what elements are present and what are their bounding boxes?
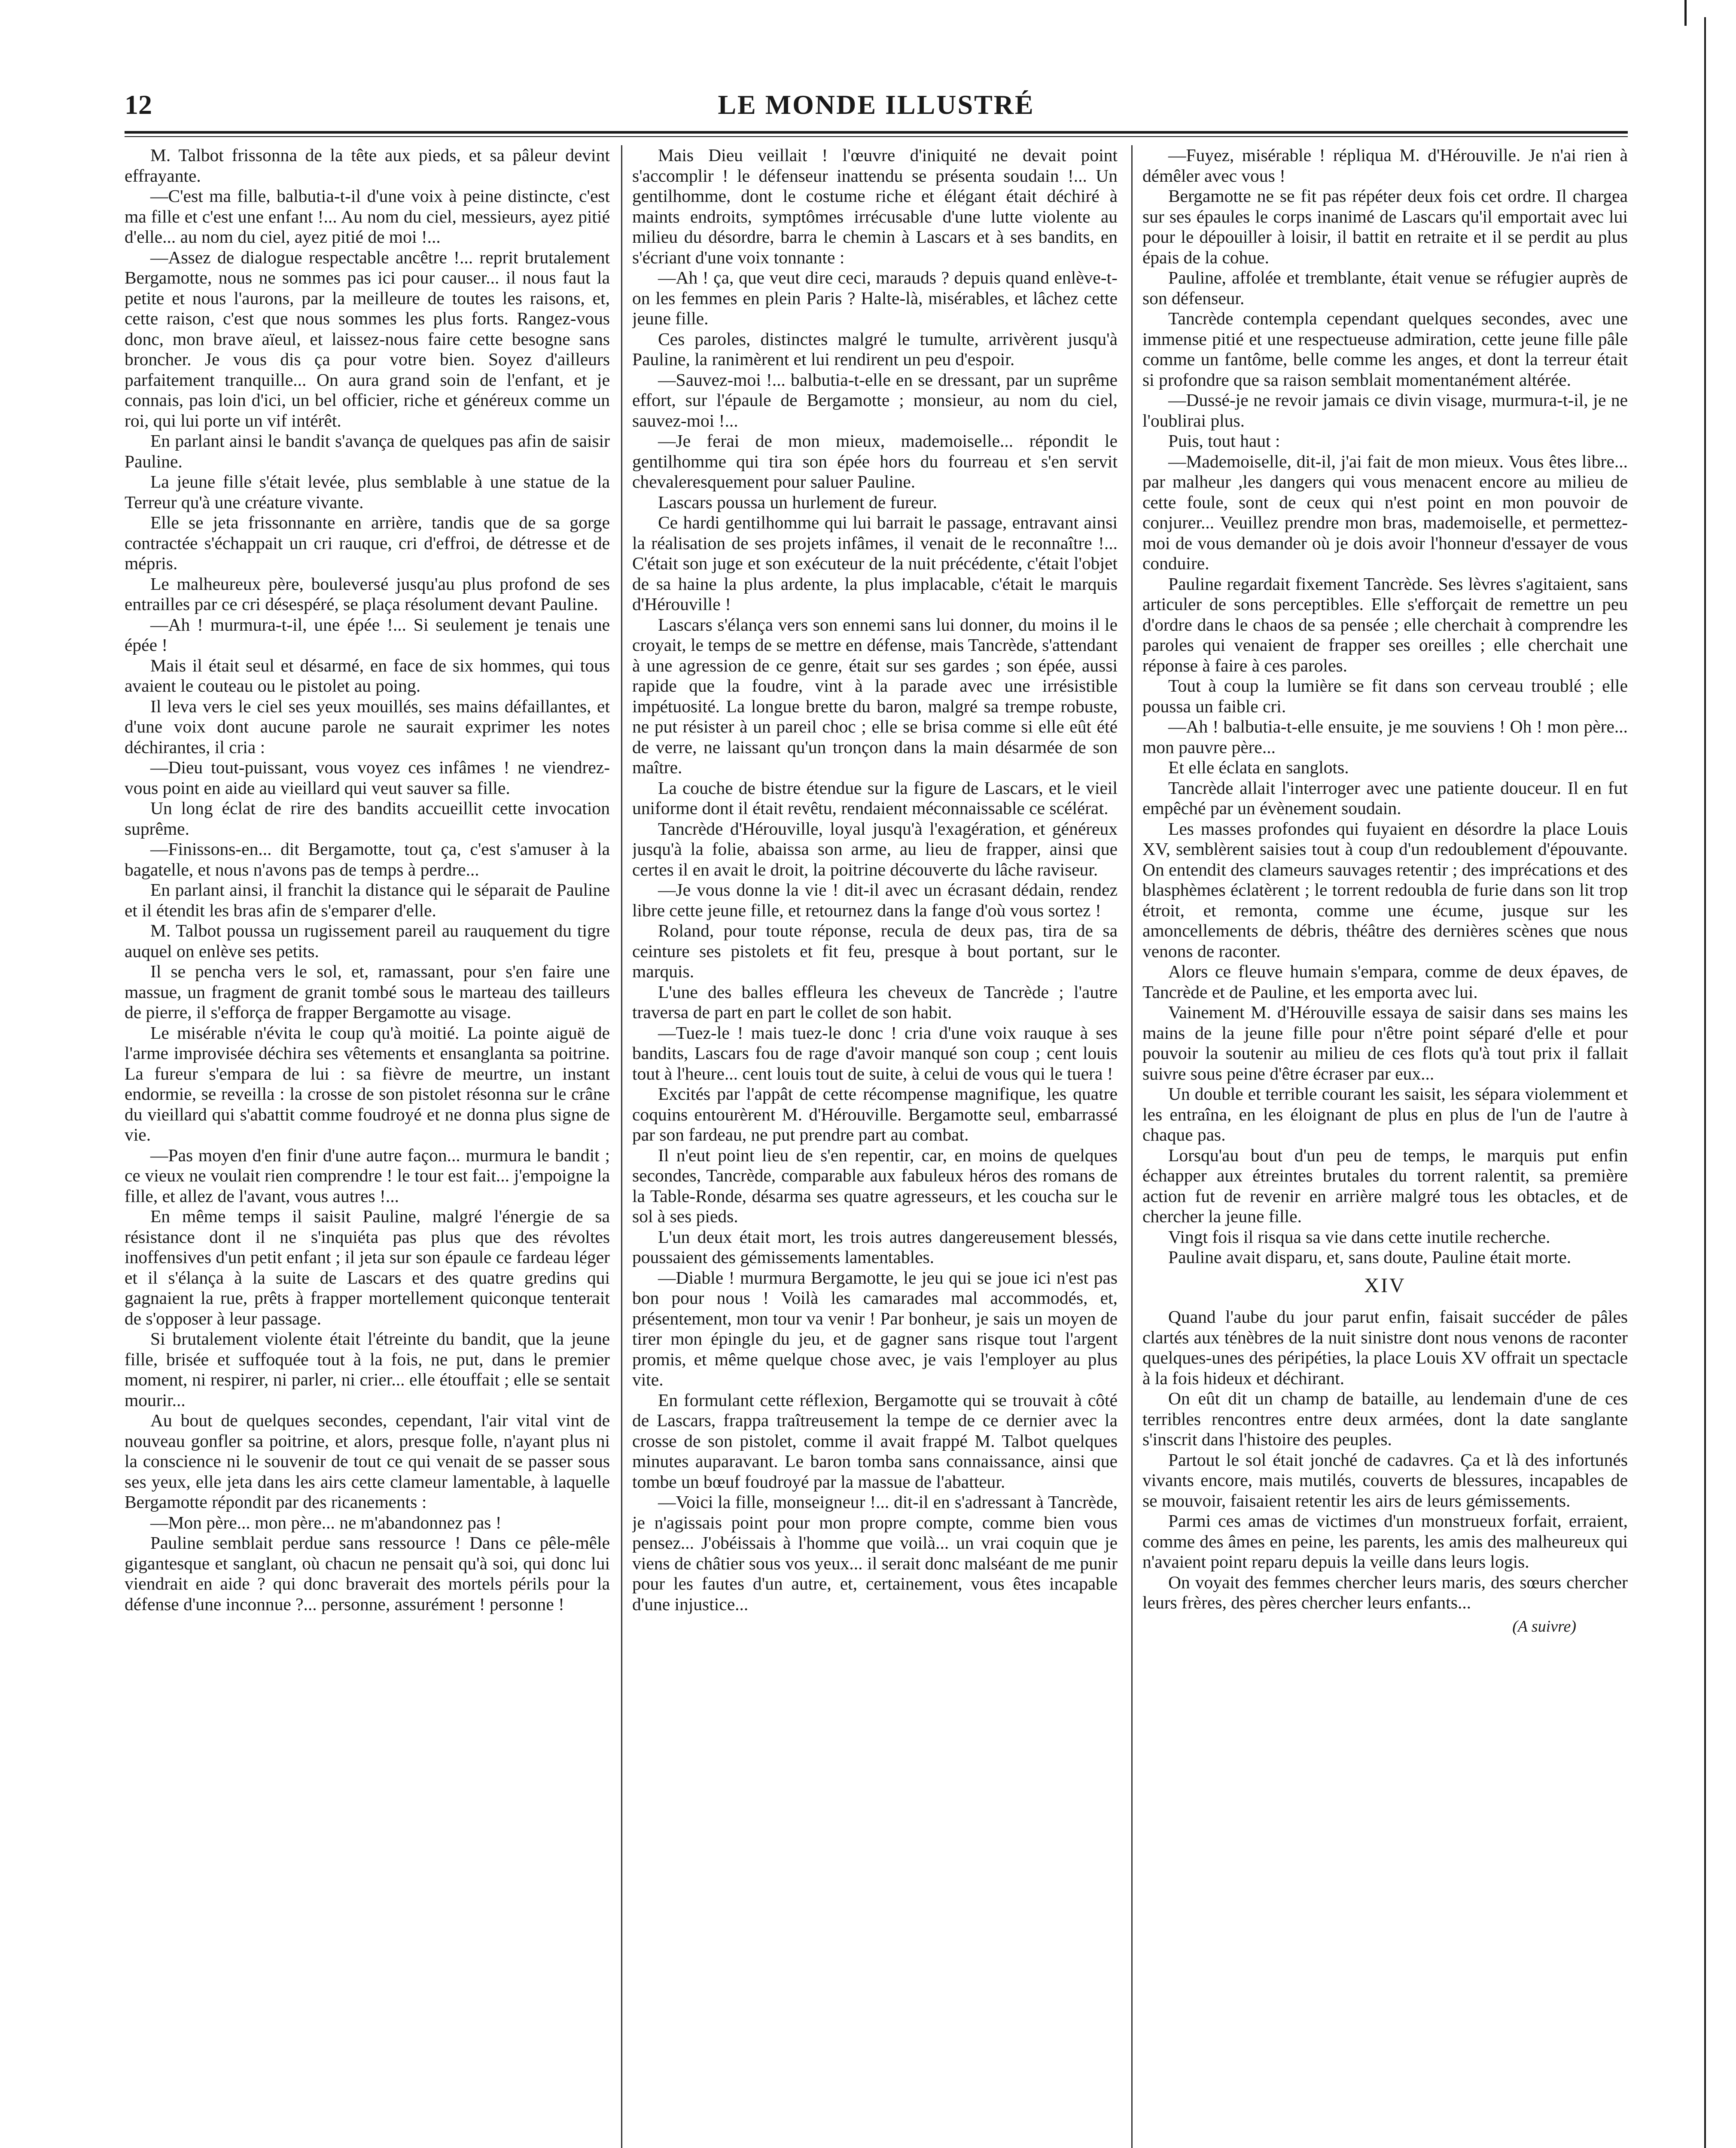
column-divider — [1131, 145, 1133, 2148]
paragraph: On eût dit un champ de bataille, au lendemain d'une de ces terribles rencontres entre deux armées, dont la date sanglante s'inscrit dans l'histoire des peuples. — [1142, 1388, 1628, 1449]
paragraph: Mais il était seul et désarmé, en face de six hommes, qui tous avaient le couteau ou le pistolet au poing. — [125, 655, 610, 696]
paragraph: —Ah ! balbutia-t-elle ensuite, je me souviens ! Oh ! mon père... mon pauvre père... — [1142, 717, 1628, 757]
header-rule-thin — [125, 136, 1628, 137]
paragraph: La couche de bistre étendue sur la figure de Lascars, et le vieil uniforme dont il était revêtu, rendaient méconnaissable ce scélérat. — [632, 778, 1118, 818]
paragraph: —Finissons-en... dit Bergamotte, tout ça, c'est s'amuser à la bagatelle, et nous n'avons pas de temps à perdre... — [125, 839, 610, 879]
page-header — [125, 84, 1628, 131]
paragraph: Pauline, affolée et tremblante, était venue se réfugier auprès de son défenseur. — [1142, 268, 1628, 308]
continued-label: (A suivre) — [1512, 1617, 1576, 1635]
paragraph: —Je vous donne la vie ! dit-il avec un écrasant dédain, rendez libre cette jeune fille, et retournez dans la fange d'où vous sortez ! — [632, 880, 1118, 920]
paragraph: Elle se jeta frissonnante en arrière, tandis que de sa gorge contractée s'échappait un cri rauque, cri d'effroi, de détresse et de mépris. — [125, 513, 610, 573]
paragraph: —C'est ma fille, balbutia-t-il d'une voix à peine distincte, c'est ma fille et c'est une enfant !... Au nom du ciel, messieurs, ayez pitié d'elle... au nom du ciel, ayez pitié de moi !... — [125, 186, 610, 247]
paragraph: Et elle éclata en sanglots. — [1168, 757, 1349, 777]
paragraph: On voyait des femmes chercher leurs maris, des sœurs chercher leurs frères, des pères chercher leurs enfants... — [1142, 1572, 1628, 1612]
paragraph: Ces paroles, distinctes malgré le tumulte, arrivèrent jusqu'à Pauline, la ranimèrent et lui rendirent un peu d'espoir. — [632, 329, 1118, 369]
paragraph: En parlant ainsi le bandit s'avança de quelques pas afin de saisir Pauline. — [125, 431, 610, 471]
paragraph: Partout le sol était jonché de cadavres. Ça et là des infortunés vivants encore, mais mutilés, couverts de blessures, incapables de se mouvoir, faisaient retentir les airs de leurs gémissements. — [1142, 1449, 1628, 1510]
paragraph: —Ah ! murmura-t-il, une épée !... Si seulement je tenais une épée ! — [125, 614, 610, 655]
paragraph: Excités par l'appât de cette récompense magnifique, les quatre coquins entourèrent M. d'Hérouville. Bergamotte seul, embarrassé par son fardeau, ne put prendre part au combat. — [632, 1084, 1118, 1144]
paragraph: Mais Dieu veillait ! l'œuvre d'iniquité ne devait point s'accomplir ! le défenseur inattendu se présenta soudain !... Un gentilhomme, dont le costume riche et élégant était déchiré à maints endroits, symptômes irrécusable d'une lutte violente au milieu du désordre, barra le chemin à Lascars et à ses bandits, en s'écriant d'une voix tonnante : — [632, 145, 1118, 267]
paragraph: Tancrède contempla cependant quelques secondes, avec une immense pitié et une respectueuse admiration, cette jeune fille pâle comme un fantôme, belle comme les anges, et dont la terreur était si profondre que sa raison semblait momentanément altérée. — [1142, 308, 1628, 390]
paragraph: Le malheureux père, bouleversé jusqu'au plus profond de ses entrailles par ce cri désespéré, se plaça résolument devant Pauline. — [125, 574, 610, 614]
paragraph: En parlant ainsi, il franchit la distance qui le séparait de Pauline et il étendit les bras afin de s'emparer d'elle. — [125, 880, 610, 920]
paragraph: Il n'eut point lieu de s'en repentir, car, en moins de quelques secondes, Tancrède, comparable aux fabuleux héros des romans de la Table-Ronde, désarma ses quatre agresseurs, et les coucha sur le sol à ses pieds. — [632, 1145, 1118, 1226]
paragraph: —Assez de dialogue respectable ancêtre !... reprit brutalement Bergamotte, nous ne sommes pas ici pour causer... il nous faut la petite et nous l'aurons, par la meilleure de toutes les raisons, et, cette raison, c'est que nous sommes les plus forts. Rangez-vous donc, mon brave aïeul, et laissez-nous faire cette besogne sans broncher. Je vous dis ça pour votre bien. Soyez d'ailleurs parfaitement tranquille... On aura grand soin de l'enfant, et je connais, pas loin d'ici, un bel officier, riche et généreux comme un roi, qui lui porte un vif intérêt. — [125, 247, 610, 430]
paragraph: L'une des balles effleura les cheveux de Tancrède ; l'autre traversa de part en part le collet de son habit. — [632, 982, 1118, 1022]
running-title: LE MONDE ILLUSTRÉ — [718, 89, 1035, 120]
paragraph: Puis, tout haut : — [1168, 431, 1280, 451]
paragraph: Parmi ces amas de victimes d'un monstrueux forfait, erraient, comme des âmes en peine, les parents, les amis des malheureux qui n'avaient point reparu depuis la veille dans leurs logis. — [1142, 1511, 1628, 1571]
paragraph: Bergamotte ne se fit pas répéter deux fois cet ordre. Il chargea sur ses épaules le corps inanimé de Lascars qu'il emportait avec lui pour le dépouiller à loisir, il battit en retraite et il se perdit au plus épais de la cohue. — [1142, 186, 1628, 267]
paragraph: En même temps il saisit Pauline, malgré l'énergie de sa résistance dont il ne s'inquiéta pas plus que des révoltes inoffensives d'un petit enfant ; il jeta sur son épaule ce fardeau léger et il s'élança à la suite de Lascars et des quatre gredins qui gagnaient la rue, prêts à frapper mortellement quiconque tenterait de s'opposer à leur passage. — [125, 1206, 610, 1328]
paragraph: —Ah ! ça, que veut dire ceci, marauds ? depuis quand enlève-t-on les femmes en plein Paris ? Halte-là, misérables, et lâchez cette jeune fille. — [632, 268, 1118, 328]
paragraph: Si brutalement violente était l'étreinte du bandit, que la jeune fille, brisée et suffoquée tout à la fois, ne put, dans le premier moment, ni respirer, ni parler, ni crier... elle étouffait ; elle se sentait mourir... — [125, 1329, 610, 1410]
text-column-2 — [632, 145, 1118, 2148]
paragraph: Il leva vers le ciel ses yeux mouillés, ses mains défaillantes, et d'une voix dont aucune parole ne saurait exprimer les notes déchirantes, il cria : — [125, 696, 610, 757]
paragraph: Ce hardi gentilhomme qui lui barrait le passage, entravant ainsi la réalisation de ses projets infâmes, il venait de le reconnaître !... C'était son juge et son exécuteur de la nuit précédente, c'était l'objet de sa haine la plus ardente, la plus implacable, c'était le marquis d'Hérouville ! — [632, 513, 1118, 614]
paragraph: Au bout de quelques secondes, cependant, l'air vital vint de nouveau gonfler sa poitrine, et alors, presque folle, n'ayant plus ni la conscience ni le souvenir de tout ce qui venait de se passer sous ses yeux, elle jeta dans les airs cette clameur lamentable, à laquelle Bergamotte répondit par des ricanements : — [125, 1410, 610, 1512]
paragraph: —Dussé-je ne revoir jamais ce divin visage, murmura-t-il, je ne l'oublirai plus. — [1142, 390, 1628, 430]
paragraph: L'un deux était mort, les trois autres dangereusement blessés, poussaient des gémissements lamentables. — [632, 1227, 1118, 1267]
paragraph: Alors ce fleuve humain s'empara, comme de deux épaves, de Tancrède et de Pauline, et les emporta avec lui. — [1142, 961, 1628, 1002]
paragraph: Un long éclat de rire des bandits accueillit cette invocation suprême. — [125, 798, 610, 839]
paragraph: Pauline regardait fixement Tancrède. Ses lèvres s'agitaient, sans articuler de sons perceptibles. Elle s'efforçait de remettre un peu d'ordre dans le chaos de sa pensée ; elle cherchait à comprendre les paroles qui venaient de frapper ses oreilles ; elle cherchait une réponse à faire à ces paroles. — [1142, 574, 1628, 675]
paragraph: Lascars s'élança vers son ennemi sans lui donner, du moins il le croyait, le temps de se mettre en défense, mais Tancrède, s'attendant à une agression de ce genre, était sur ses gardes ; son épée, aussi rapide que la foudre, vint à la parade avec une irrésistible impétuosité. La longue brette du baron, malgré sa trempe robuste, ne put résister à un pareil choc ; elle se brisa comme si elle eût été de verre, ne laissant qu'un tronçon dans la main désarmée de son maître. — [632, 614, 1118, 777]
page-edge-mark — [1684, 0, 1687, 26]
text-column-3 — [1142, 145, 1628, 2148]
paragraph: Un double et terrible courant les saisit, les sépara violemment et les entraîna, en les éloignant de plus en plus de l'un de l'autre à chaque pas. — [1142, 1084, 1628, 1144]
paragraph: —Dieu tout-puissant, vous voyez ces infâmes ! ne viendrez-vous point en aide au vieillard qui veut sauver sa fille. — [125, 757, 610, 798]
paragraph: Pauline semblait perdue sans ressource ! Dans ce pêle-mêle gigantesque et sanglant, où chacun ne pensait qu'à soi, qui donc lui viendrait en aide ? qui donc braverait des mortels périls pour la défense d'une inconnue ?... personne, assurément ! personne ! — [125, 1533, 610, 1614]
paragraph: Quand l'aube du jour parut enfin, faisait succéder de pâles clartés aux ténèbres de la nuit sinistre dont nous venons de raconter quelques-unes des péripéties, la place Louis XV offrait un spectacle à la fois hideux et déchirant. — [1142, 1307, 1628, 1388]
paragraph: Vingt fois il risqua sa vie dans cette inutile recherche. — [1168, 1227, 1550, 1247]
paragraph: —Sauvez-moi !... balbutia-t-elle en se dressant, par un suprême effort, sur l'épaule de Bergamotte ; monsieur, au nom du ciel, sauvez-moi !... — [632, 369, 1118, 430]
paragraph: —Tuez-le ! mais tuez-le donc ! cria d'une voix rauque à ses bandits, Lascars fou de rage d'avoir manqué son coup ; cent louis tout à l'heure... cent louis tout de suite, à celui de vous qui le tuera ! — [632, 1022, 1118, 1083]
paragraph: Lascars poussa un hurlement de fureur. — [658, 492, 937, 512]
paragraph: —Je ferai de mon mieux, mademoiselle... répondit le gentilhomme qui tira son épée hors du fourreau et s'en servit chevaleresquement pour saluer Pauline. — [632, 431, 1118, 491]
paragraph: Tancrède d'Hérouville, loyal jusqu'à l'exagération, et généreux jusqu'à la folie, abaissa son arme, au lieu de frapper, ainsi que certes il en avait le droit, la poitrine découverte du lâche raviseur. — [632, 818, 1118, 879]
paragraph: En formulant cette réflexion, Bergamotte qui se trouvait à côté de Lascars, frappa traîtreusement la tempe de ce dernier avec la crosse de son pistolet, comme il avait frappé M. Talbot quelques minutes auparavant. Le baron tomba sans connaissance, ainsi que tombe un bœuf foudroyé par la massue de l'abatteur. — [632, 1390, 1118, 1492]
paragraph: —Mon père... mon père... ne m'abandonnez pas ! — [150, 1512, 502, 1532]
page-number: 12 — [125, 89, 152, 120]
chapter-heading: XIV — [1364, 1274, 1406, 1297]
paragraph: —Pas moyen d'en finir d'une autre façon... murmura le bandit ; ce vieux ne voulait rien comprendre ! le tour est fait... j'empoigne la fille, et allez de l'avant, vous autres !... — [125, 1145, 610, 1206]
paragraph: Roland, pour toute réponse, recula de deux pas, tira de sa ceinture ses pistolets et fit feu, presque à bout portant, sur le marquis. — [632, 921, 1118, 981]
paragraph: Tancrède allait l'interroger avec une patiente douceur. Il en fut empêché par un évènement soudain. — [1142, 778, 1628, 818]
header-rule — [125, 131, 1628, 134]
column-divider — [621, 145, 622, 2148]
paragraph: Tout à coup la lumière se fit dans son cerveau troublé ; elle poussa un faible cri. — [1142, 676, 1628, 716]
paragraph: Les masses profondes qui fuyaient en désordre la place Louis XV, semblèrent saisies tout à coup d'un redoublement d'épouvante. On entendit des clameurs sauvages retentir ; des imprécations et des blasphèmes éclatèrent ; le torrent redoubla de furie dans son lit trop étroit, et remonta, comme une écume, jusque sur les amoncellements de débris, théâtre des dernières scènes que nous venons de raconter. — [1142, 818, 1628, 961]
paragraph: —Diable ! murmura Bergamotte, le jeu qui se joue ici n'est pas bon pour nous ! Voilà les camarades mal accommodés, et, présentement, mon tour va venir ! Par bonheur, je sais un moyen de tirer mon épingle du jeu, et de gagner sans risque tout l'argent promis, et même quelque chose avec, je vais l'employer au plus vite. — [632, 1267, 1118, 1389]
paragraph: Le misérable n'évita le coup qu'à moitié. La pointe aiguë de l'arme improvisée déchira ses vêtements et ensanglanta sa poitrine. La fureur s'empara de lui : sa fièvre de meurtre, un instant endormie, se reveilla : la crosse de son pistolet résonna sur le crâne du vieillard qui s'abattit comme foudroyé et ne donna plus signe de vie. — [125, 1022, 610, 1144]
paragraph: —Fuyez, misérable ! répliqua M. d'Hérouville. Je n'ai rien à démêler avec vous ! — [1142, 145, 1628, 186]
page-edge-rule — [1704, 17, 1706, 2148]
paragraph: Pauline avait disparu, et, sans doute, Pauline était morte. — [1168, 1247, 1572, 1267]
paragraph: La jeune fille s'était levée, plus semblable à une statue de la Terreur qu'à une créature vivante. — [125, 472, 610, 512]
paragraph: —Mademoiselle, dit-il, j'ai fait de mon mieux. Vous êtes libre... par malheur ,les dangers qui vous menacent encore au milieu de cette foule, sont de ceux qui n'est point en mon pouvoir de conjurer... Veuillez prendre mon bras, mademoiselle, et permettez-moi de vous demander où je dois avoir l'honneur d'essayer de vous conduire. — [1142, 451, 1628, 573]
paragraph: —Voici la fille, monseigneur !... dit-il en s'adressant à Tancrède, je n'agissais point pour mon propre compte, comme bien vous pensez... J'obéissais à l'homme que voilà... un vrai coquin que je viens de châtier sous vos yeux... il serait donc malséant de me punir pour les fautes d'un autre, et, certainement, vous êtes incapable d'une injustice... — [632, 1492, 1118, 1614]
paragraph: M. Talbot frissonna de la tête aux pieds, et sa pâleur devint effrayante. — [125, 145, 610, 186]
text-column-1 — [125, 145, 610, 2148]
paragraph: Lorsqu'au bout d'un peu de temps, le marquis put enfin échapper aux étreintes brutales du torrent ralentit, sa première action fut de revenir en arrière malgré tous les obtacles, et de chercher la jeune fille. — [1142, 1145, 1628, 1226]
paragraph: M. Talbot poussa un rugissement pareil au rauquement du tigre auquel on enlève ses petits. — [125, 921, 610, 961]
paragraph: Vainement M. d'Hérouville essaya de saisir dans ses mains les mains de la jeune fille pour n'être point séparé d'elle et pour pouvoir la soutenir au milieu de ces flots qu'à tout prix il fallait suivre sous peine d'être écraser par eux... — [1142, 1002, 1628, 1083]
paragraph: Il se pencha vers le sol, et, ramassant, pour s'en faire une massue, un fragment de granit tombé sous le marteau des tailleurs de pierre, il s'efforça de frapper Bergamotte au visage. — [125, 961, 610, 1022]
